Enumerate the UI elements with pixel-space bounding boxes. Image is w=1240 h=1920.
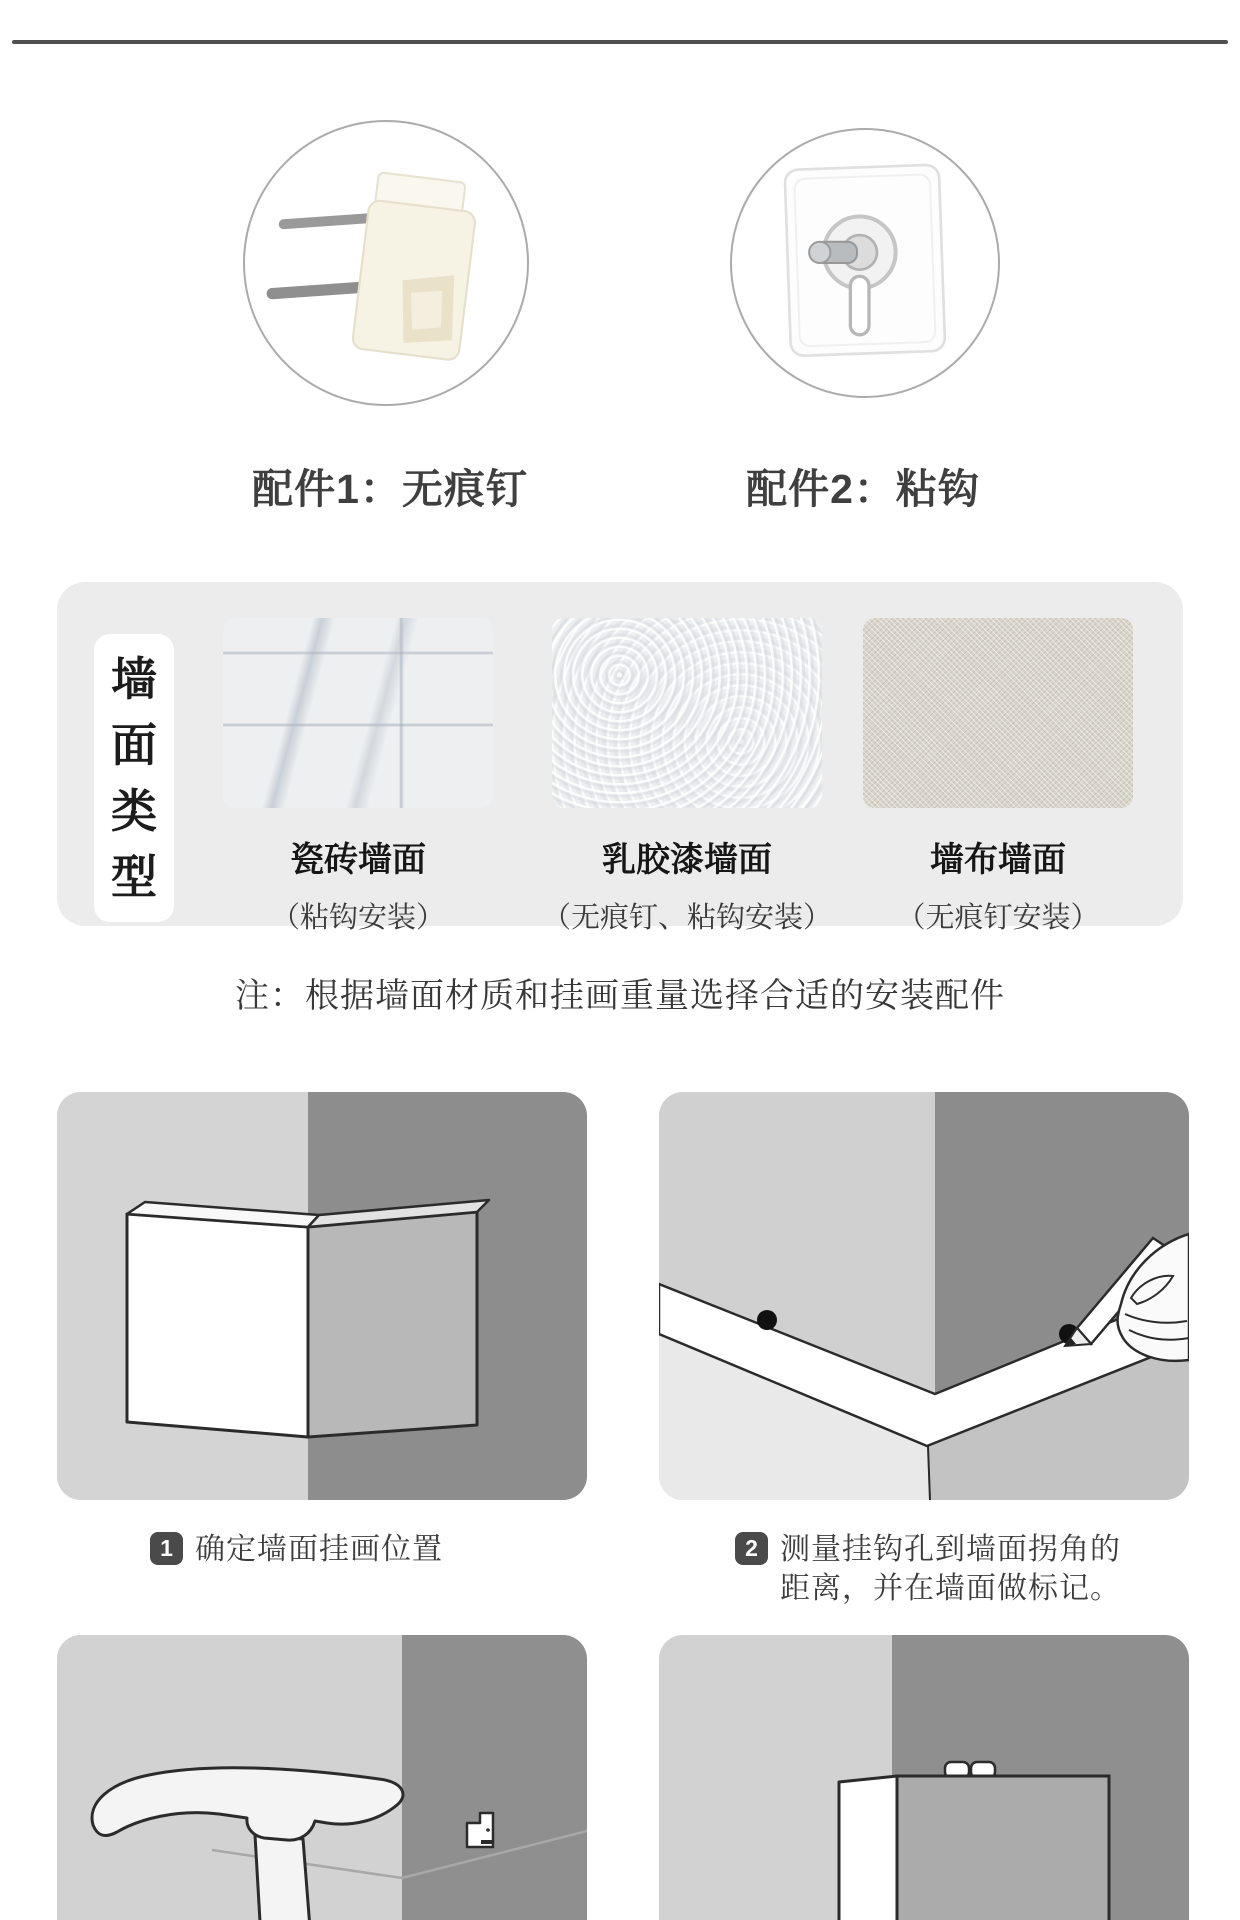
install-note: 注：根据墙面材质和挂画重量选择合适的安装配件 <box>235 977 1005 1015</box>
accessory-2-label: 配件2：粘钩 <box>746 466 980 512</box>
step-2-illustration-panel <box>659 1092 1189 1500</box>
step-1-caption <box>150 1530 443 1569</box>
hammer-illustration <box>57 1635 587 1920</box>
tile-wall-swatch <box>223 618 493 808</box>
hanging-frame-illustration <box>659 1635 1189 1920</box>
wall-type-latex-paint <box>542 618 833 936</box>
wall-type-name: 乳胶漆墙面 <box>602 841 772 879</box>
corner-frame-illustration <box>57 1092 587 1500</box>
fabric-wall-swatch <box>863 618 1133 808</box>
adhesive-hook-illustration <box>732 130 998 396</box>
side-label-char: 墙 <box>111 653 157 705</box>
accessory-1-label: 配件1：无痕钉 <box>252 466 528 512</box>
step-4-illustration-panel <box>659 1635 1189 1920</box>
step-3-illustration-panel <box>57 1635 587 1920</box>
side-label-char: 面 <box>111 719 157 771</box>
latex-paint-wall-swatch <box>552 618 822 808</box>
adhesive-hook-photo <box>730 128 1000 398</box>
top-divider <box>12 40 1228 44</box>
wall-type-tile <box>223 618 493 936</box>
step-2-text-line2: 距离，并在墙面做标记。 <box>780 1572 1121 1605</box>
step-2-caption <box>735 1530 1121 1608</box>
step-1-badge: 1 <box>150 1532 183 1565</box>
wall-type-method: （粘钩安装） <box>270 902 445 934</box>
step-2-text-line1: 测量挂钩孔到墙面拐角的 <box>780 1533 1121 1566</box>
wall-type-name: 瓷砖墙面 <box>290 841 426 879</box>
wall-type-panel <box>57 582 1183 934</box>
wall-type-method: （无痕钉、粘钩安装） <box>542 902 833 934</box>
wall-type-name: 墙布墙面 <box>930 841 1066 879</box>
wall-type-fabric <box>863 618 1133 936</box>
wall-type-side-label <box>94 634 174 922</box>
wall-type-method: （无痕钉安装） <box>896 902 1100 934</box>
step-2-badge: 2 <box>735 1532 768 1565</box>
step-1-text: 确定墙面挂画位置 <box>195 1533 443 1566</box>
traceless-nail-illustration <box>245 122 527 404</box>
side-label-char: 类 <box>111 785 157 837</box>
mark-dot-left <box>757 1310 777 1330</box>
traceless-nail-photo <box>243 120 529 406</box>
hand-marking-illustration <box>659 1092 1189 1500</box>
side-label-char: 型 <box>111 851 157 903</box>
step-1-illustration-panel <box>57 1092 587 1500</box>
